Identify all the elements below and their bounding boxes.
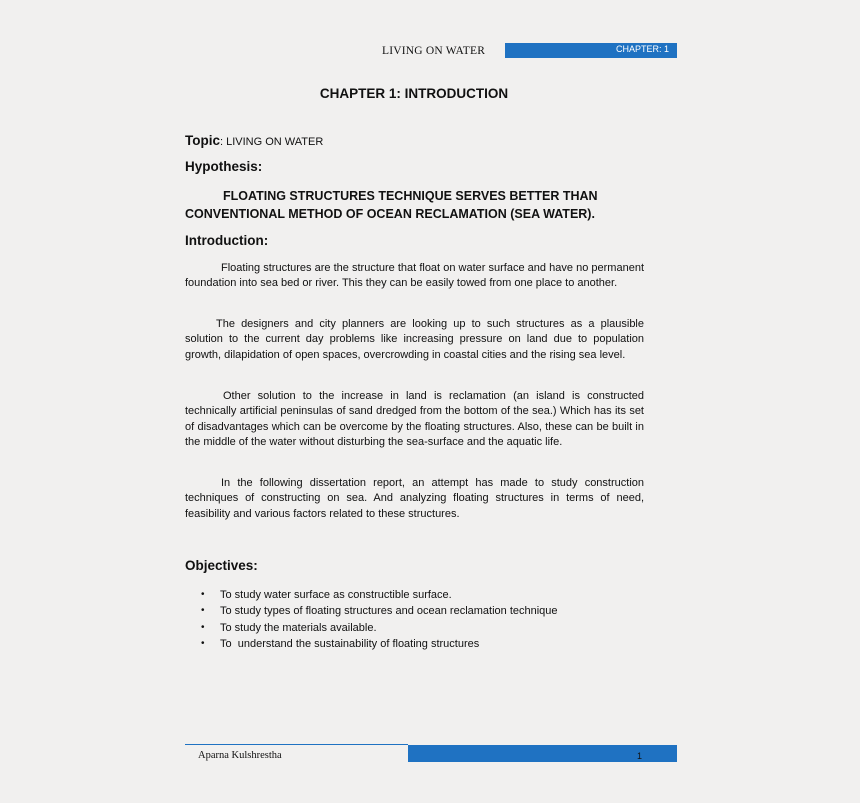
topic-value: : LIVING ON WATER [220, 136, 324, 148]
objectives-heading: Objectives: [185, 558, 258, 573]
introduction-heading: Introduction: [185, 233, 269, 248]
hypothesis-line-1: FLOATING STRUCTURES TECHNIQUE SERVES BETTER THAN [223, 189, 598, 203]
footer-divider [185, 744, 408, 745]
page-number: 1 [637, 751, 643, 761]
chapter-title: CHAPTER 1: INTRODUCTION [319, 86, 509, 101]
intro-paragraph-2: The designers and city planners are looking up to such structures as a plausible solution to the current day problems like increasing pressure on land due to population growth, dilapidation of open spaces, overcrowding in coastal cities and the rising sea level. [185, 318, 644, 361]
objective-text: To study the materials available. [220, 621, 377, 634]
list-item [185, 587, 558, 603]
intro-paragraph-4: In the following dissertation report, an attempt has made to study construction techniques of constructing on sea. And analyzing floating structures in terms of need, feasibility and various factors related to these structures. [185, 477, 644, 520]
bullet-icon: • [201, 589, 205, 600]
topic-label: Topic [185, 133, 220, 148]
hypothesis-heading: Hypothesis: [185, 159, 263, 174]
objective-text: To study types of floating structures and ocean reclamation technique [220, 605, 558, 618]
hypothesis-line-2: CONVENTIONAL METHOD OF OCEAN RECLAMATION (SEA WATER). [185, 207, 595, 221]
objective-text: To study water surface as constructible surface. [220, 589, 452, 601]
topic-line [185, 133, 323, 148]
intro-paragraph-3: Other solution to the increase in land is reclamation (an island is constructed technically artificial peninsulas of sand dredged from the bottom of the sea.) Which has its set of disadvantages which can be overcome by the floating structures. Also, these can be built in the middle of the water without disturbing the sea-surface and the aquatic life. [185, 390, 644, 448]
bullet-icon: • [201, 637, 205, 649]
header-title: LIVING ON WATER [382, 45, 486, 57]
objectives-list [185, 587, 558, 652]
hypothesis-statement [185, 187, 644, 223]
intro-paragraph-1: Floating structures are the structure that float on water surface and have no permanent foundation into sea bed or river. This they can be easily towed from one place to another. [185, 262, 644, 290]
list-item [185, 603, 558, 619]
objective-text: To understand the sustainability of floating structures [220, 637, 480, 650]
bullet-icon: • [201, 621, 205, 633]
header-chapter-label: CHAPTER: 1 [615, 44, 669, 54]
bullet-icon: • [201, 605, 205, 617]
footer-author: Aparna Kulshrestha [198, 750, 282, 761]
header-chapter-bar [505, 43, 677, 58]
list-item [185, 620, 558, 636]
list-item [185, 636, 558, 652]
